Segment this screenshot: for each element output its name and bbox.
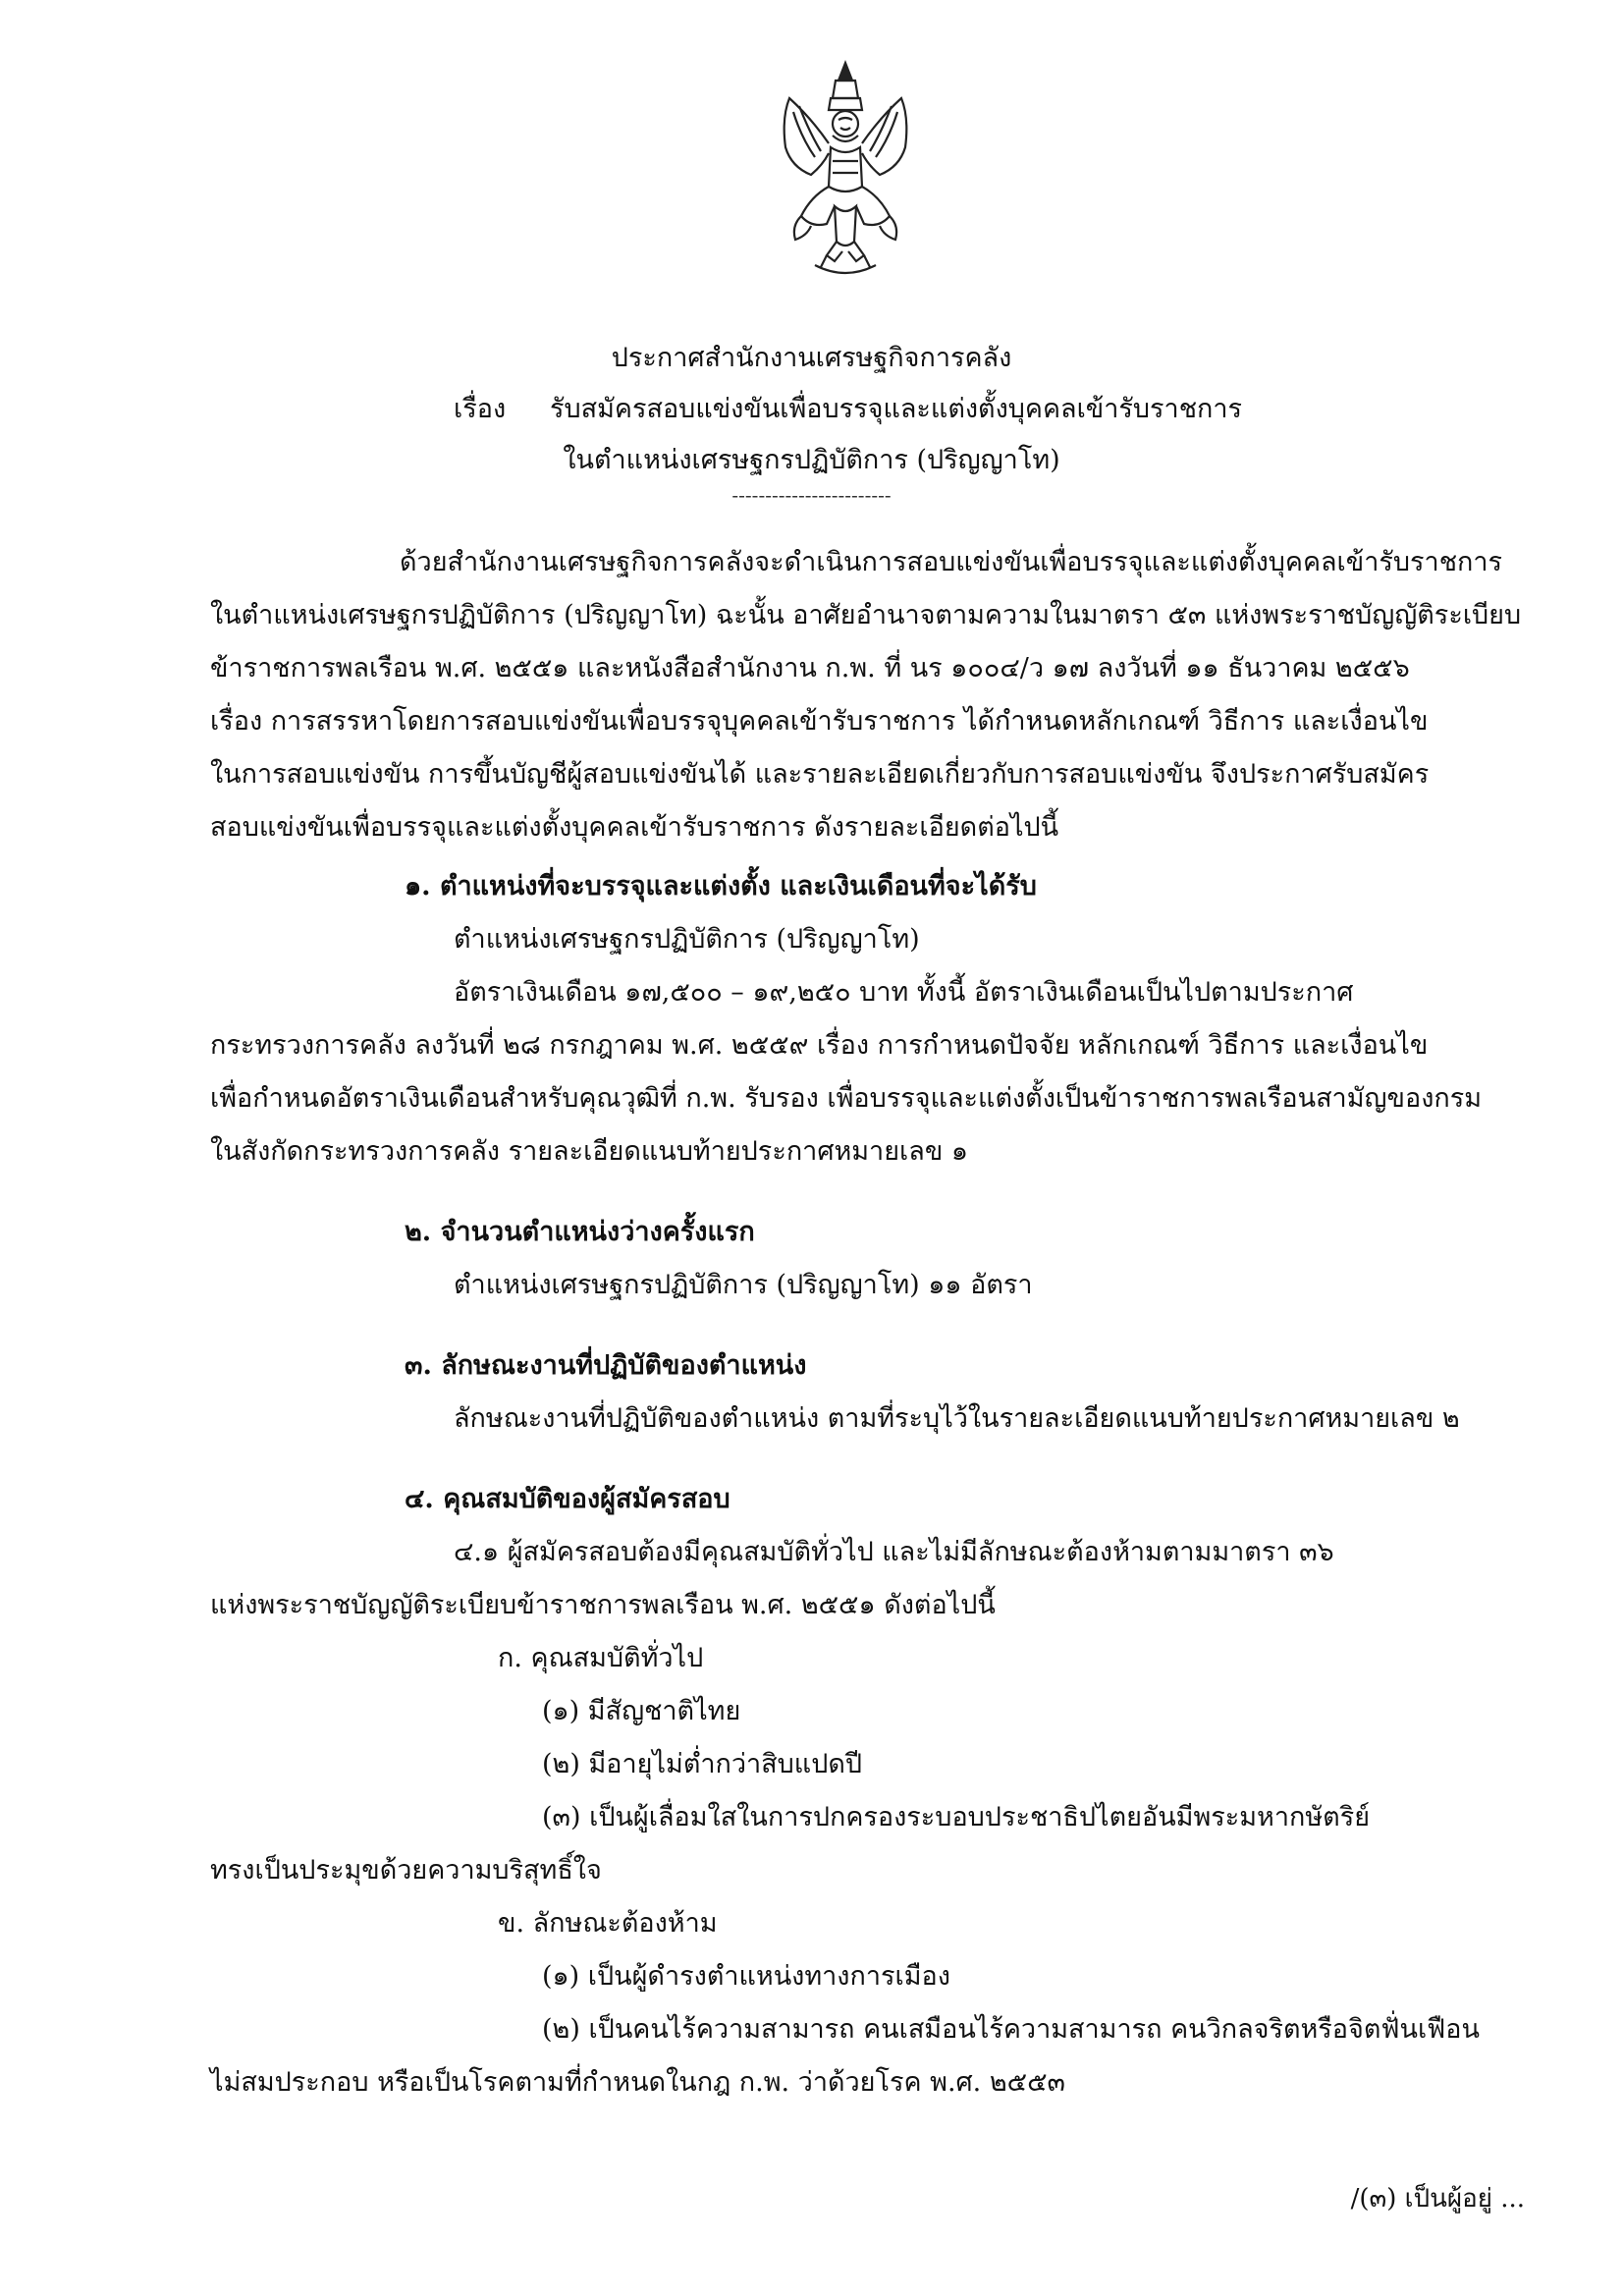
section-1-line: ในสังกัดกระทรวงการคลัง รายละเอียดแนบท้ายประกาศหมายเลข ๑ <box>210 1136 968 1167</box>
section-2-line: ตำแหน่งเศรษฐกรปฏิบัติการ (ปริญญาโท) ๑๑ อัตรา <box>454 1270 1033 1300</box>
prohibited-characteristics-heading: ข. ลักษณะต้องห้าม <box>498 1908 718 1939</box>
section-1-heading: ๑. ตำแหน่งที่จะบรรจุและแต่งตั้ง และเงินเดือนที่จะได้รับ <box>405 871 1037 902</box>
general-qualifications-heading: ก. คุณสมบัติทั่วไป <box>498 1643 704 1673</box>
prohibition-item-cont: ไม่สมประกอบ หรือเป็นโรคตามที่กำหนดในกฎ ก.พ. ว่าด้วยโรค พ.ศ. ๒๕๕๓ <box>210 2067 1065 2098</box>
intro-line: ด้วยสำนักงานเศรษฐกิจการคลังจะดำเนินการสอบแข่งขันเพื่อบรรจุและแต่งตั้งบุคคลเข้ารับราชการ <box>400 547 1503 577</box>
subject-label: เรื่อง <box>454 394 507 424</box>
page-continuation: /(๓) เป็นผู้อยู่ ... <box>1350 2184 1525 2214</box>
prohibition-item: (๒) เป็นคนไร้ความสามารถ คนเสมือนไร้ความสามารถ คนวิกลจริตหรือจิตฟั่นเฟือน <box>542 2014 1480 2045</box>
subject-line-2: ในตำแหน่งเศรษฐกรปฏิบัติการ (ปริญญาโท) <box>563 445 1060 475</box>
section-4-heading: ๔. คุณสมบัติของผู้สมัครสอบ <box>405 1484 730 1514</box>
qualification-item: (๓) เป็นผู้เลื่อมใสในการปกครองระบอบประชาธิปไตยอันมีพระมหากษัตริย์ <box>542 1802 1371 1832</box>
section-3-line: ลักษณะงานที่ปฏิบัติของตำแหน่ง ตามที่ระบุไว้ในรายละเอียดแนบท้ายประกาศหมายเลข ๒ <box>454 1403 1460 1434</box>
section-4-1-line-1: ๔.๑ ผู้สมัครสอบต้องมีคุณสมบัติทั่วไป และไม่มีลักษณะต้องห้ามตามมาตรา ๓๖ <box>454 1537 1334 1567</box>
prohibition-item: (๑) เป็นผู้ดำรงตำแหน่งทางการเมือง <box>542 1961 950 1992</box>
intro-line: ข้าราชการพลเรือน พ.ศ. ๒๕๕๑ และหนังสือสำนักงาน ก.พ. ที่ นร ๑๐๐๔/ว ๑๗ ลงวันที่ ๑๑ ธันวาคม ๒๕๕๖ <box>210 653 1410 683</box>
section-2-heading: ๒. จำนวนตำแหน่งว่างครั้งแรก <box>405 1217 755 1247</box>
qualification-item: (๑) มีสัญชาติไทย <box>542 1696 741 1726</box>
section-4-1-line-2: แห่งพระราชบัญญัติระเบียบข้าราชการพลเรือน พ.ศ. ๒๕๕๑ ดังต่อไปนี้ <box>210 1590 996 1620</box>
section-3-heading: ๓. ลักษณะงานที่ปฏิบัติของตำแหน่ง <box>405 1350 807 1381</box>
subject-line-1: รับสมัครสอบแข่งขันเพื่อบรรจุและแต่งตั้งบุคคลเข้ารับราชการ <box>550 394 1243 424</box>
section-1-line: ตำแหน่งเศรษฐกรปฏิบัติการ (ปริญญาโท) <box>454 924 920 955</box>
announcement-title: ประกาศสำนักงานเศรษฐกิจการคลัง <box>611 343 1012 373</box>
qualification-item: (๒) มีอายุไม่ต่ำกว่าสิบแปดปี <box>542 1749 863 1779</box>
intro-line: ในการสอบแข่งขัน การขึ้นบัญชีผู้สอบแข่งขันได้ และรายละเอียดเกี่ยวกับการสอบแข่งขัน จึงประกาศรับสมัคร <box>210 759 1430 790</box>
section-1-line: กระทรวงการคลัง ลงวันที่ ๒๘ กรกฎาคม พ.ศ. ๒๕๕๙ เรื่อง การกำหนดปัจจัย หลักเกณฑ์ วิธีการ และเงื่อนไข <box>210 1030 1429 1061</box>
section-1-line: เพื่อกำหนดอัตราเงินเดือนสำหรับคุณวุฒิที่ ก.พ. รับรอง เพื่อบรรจุและแต่งตั้งเป็นข้าราชการพลเรือนสามัญของกรม <box>210 1083 1483 1114</box>
intro-line: สอบแข่งขันเพื่อบรรจุและแต่งตั้งบุคคลเข้ารับราชการ ดังรายละเอียดต่อไปนี้ <box>210 812 1059 843</box>
section-1-line: อัตราเงินเดือน ๑๗,๕๐๐ – ๑๙,๒๕๐ บาท ทั้งนี้ อัตราเงินเดือนเป็นไปตามประกาศ <box>454 977 1354 1008</box>
garuda-emblem-icon <box>772 59 919 295</box>
intro-line: ในตำแหน่งเศรษฐกรปฏิบัติการ (ปริญญาโท) ฉะนั้น อาศัยอำนาจตามความในมาตรา ๕๓ แห่งพระราชบัญญัติระเบียบ <box>210 600 1522 630</box>
title-divider: ------------------------ <box>731 483 892 507</box>
qualification-item-cont: ทรงเป็นประมุขด้วยความบริสุทธิ์ใจ <box>210 1855 602 1886</box>
intro-line: เรื่อง การสรรหาโดยการสอบแข่งขันเพื่อบรรจุบุคคลเข้ารับราชการ ได้กำหนดหลักเกณฑ์ วิธีการ และเงื่อนไข <box>210 706 1429 737</box>
